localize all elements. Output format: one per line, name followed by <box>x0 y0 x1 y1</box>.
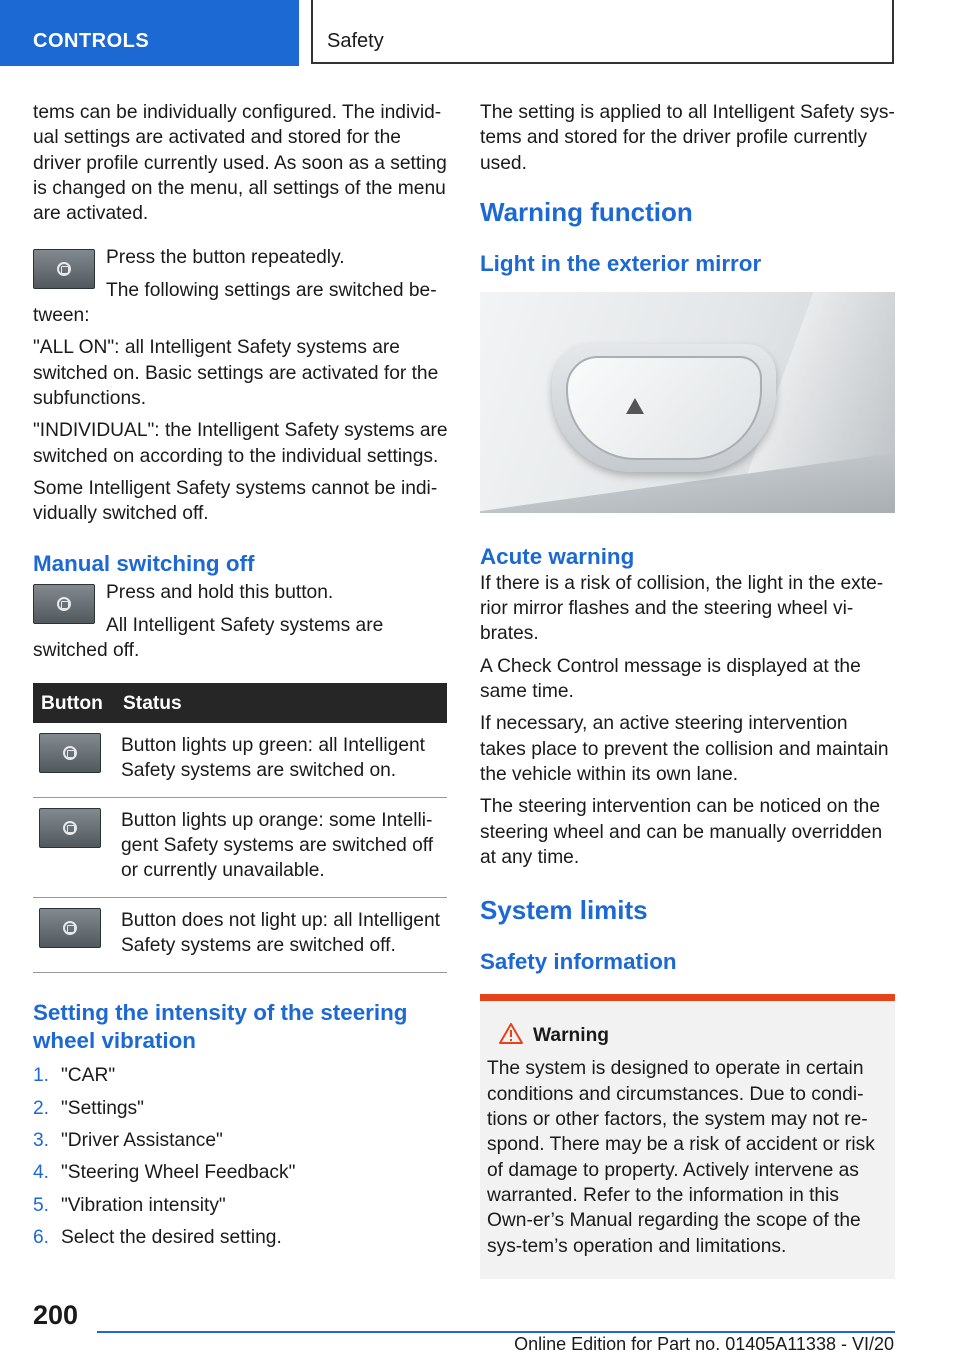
acute-text-2: A Check Control message is displayed at the same time. <box>480 655 861 703</box>
intelligent-safety-button-icon <box>33 584 95 624</box>
acute-text-3: If necessary, an active steering intervention takes place to prevent the collision and maintain the vehicle within its own lane. <box>480 713 889 785</box>
left-column <box>33 100 449 1257</box>
list-item <box>33 1193 449 1218</box>
chapter-tab <box>311 0 894 64</box>
table-row <box>33 798 447 898</box>
step-text: "Vibration intensity" <box>61 1194 226 1216</box>
switched-between-text-b: tween: <box>33 305 90 327</box>
step-text: "Driver Assistance" <box>61 1129 223 1151</box>
table-cell-status: Button lights up orange: some Intelli-gent Safety systems are switched off or currently unavailable. <box>115 798 447 898</box>
step-number: 1. <box>33 1065 50 1087</box>
list-item <box>33 1096 449 1121</box>
page-header <box>0 0 960 66</box>
section-tab <box>0 0 299 66</box>
acute-warning-heading: Acute warning <box>480 543 635 569</box>
intelligent-safety-button-icon <box>39 733 101 773</box>
table-cell-icon <box>33 898 115 973</box>
table-header-row <box>33 683 447 723</box>
switched-between-text-a: The following settings are switched be- <box>106 279 437 301</box>
intelligent-safety-button-icon <box>39 908 101 948</box>
step-number: 4. <box>33 1162 50 1184</box>
press-repeat-text: Press the button repeatedly. <box>106 247 345 269</box>
acute-text-1: If there is a risk of collision, the light in the exte-rior mirror flashes and the steering wheel vi-brates. <box>480 572 884 645</box>
acute-text-4: The steering intervention can be noticed on the steering wheel and can be manually overridden at any time. <box>480 796 883 868</box>
intelligent-safety-button-icon <box>39 808 101 848</box>
section-title: CONTROLS <box>33 30 150 52</box>
warning-triangle-icon <box>499 1023 523 1044</box>
table-header-button: Button <box>33 683 115 723</box>
page-number: 200 <box>33 1300 79 1330</box>
table-cell-icon <box>33 723 115 798</box>
step-number: 3. <box>33 1129 50 1151</box>
warning-text: The system is designed to operate in certain conditions and circumstances. Due to condi-tions or other factors, the system may not re-spond. There may be a risk of accident or risk of damage to property. Actively intervene as warranted. Refer to the information in this Own-er’s Manual regarding the scope of the sys-tem’s operation and limitations. <box>487 1058 875 1257</box>
step-number: 2. <box>33 1097 50 1119</box>
footer-divider <box>97 1331 895 1333</box>
steps-list <box>33 1063 449 1250</box>
intensity-heading: Setting the intensity of the steering wheel vibration <box>33 1000 408 1054</box>
chapter-title: Safety <box>327 30 384 52</box>
exterior-mirror-image <box>480 292 895 513</box>
press-hold-text: Press and hold this button. <box>106 582 334 604</box>
right-column <box>480 100 895 1279</box>
safety-information-heading: Safety information <box>480 949 677 975</box>
individual-text: "INDIVIDUAL": the Intelligent Safety systems are switched on according to the individual settings. <box>33 420 448 467</box>
warning-label: Warning <box>533 1025 610 1047</box>
table-cell-status: Button lights up green: all Intelligent Safety systems are switched on. <box>115 723 447 798</box>
step-text: "Steering Wheel Feedback" <box>61 1162 296 1184</box>
warning-header <box>487 1023 888 1048</box>
list-item <box>33 1160 449 1185</box>
all-off-text-a: All Intelligent Safety systems are <box>106 614 384 636</box>
list-item <box>33 1063 449 1088</box>
warning-light-icon <box>626 398 644 414</box>
table-row <box>33 723 447 798</box>
list-item <box>33 1128 449 1153</box>
cannot-switch-text: Some Intelligent Safety systems cannot be indi-vidually switched off. <box>33 477 438 525</box>
warning-function-heading: Warning function <box>480 196 693 227</box>
table-cell-status: Button does not light up: all Intelligent Safety systems are switched off. <box>115 898 447 973</box>
applied-paragraph: The setting is applied to all Intelligent Safety sys-tems and stored for the driver profile currently used. <box>480 102 895 174</box>
all-off-text-b: switched off. <box>33 640 140 662</box>
footer-edition: Online Edition for Part no. 01405A11338 - VI/20 <box>514 1334 894 1354</box>
intelligent-safety-button-icon <box>33 249 95 289</box>
all-on-text: "ALL ON": all Intelligent Safety systems are switched on. Basic settings are activated for the subfunctions. <box>33 337 439 409</box>
system-limits-heading: System limits <box>480 895 648 926</box>
table-header-status: Status <box>115 683 447 723</box>
step-number: 5. <box>33 1194 50 1216</box>
step-text: "CAR" <box>61 1065 116 1087</box>
button-status-table <box>33 683 447 973</box>
warning-box <box>480 994 895 1279</box>
press-hold-row <box>33 580 449 638</box>
manual-switching-heading: Manual switching off <box>33 551 255 577</box>
light-mirror-heading: Light in the exterior mirror <box>480 250 762 276</box>
table-cell-icon <box>33 798 115 898</box>
table-row <box>33 898 447 973</box>
press-repeat-row <box>33 245 449 303</box>
intro-paragraph: tems can be individually configured. The individ-ual settings are activated and stored for the driver profile currently used. As soon as a setting is changed on the menu, all settings of the menu are activated. <box>33 102 447 225</box>
step-number: 6. <box>33 1226 50 1248</box>
list-item <box>33 1225 449 1250</box>
step-text: "Settings" <box>61 1097 144 1119</box>
step-text: Select the desired setting. <box>61 1226 282 1248</box>
